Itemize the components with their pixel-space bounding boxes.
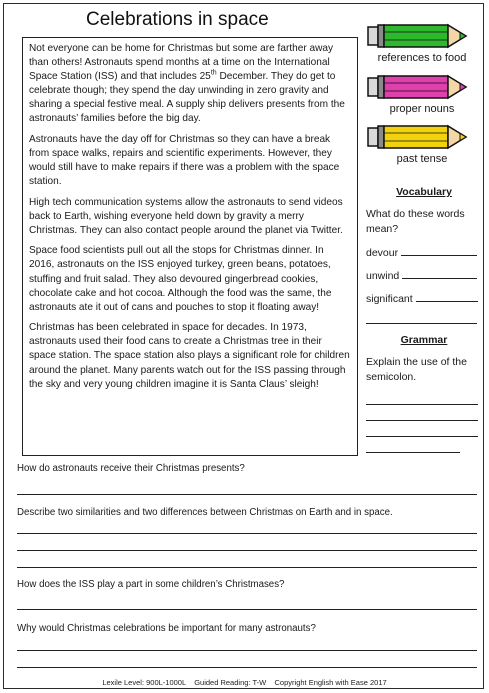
answer-line[interactable] [17,609,477,610]
key-item-food [360,21,484,64]
answer-line[interactable] [366,404,478,405]
yellow-pencil-icon [366,122,478,152]
key-item-proper-nouns [360,72,484,115]
passage-paragraph-5: Christmas has been celebrated in space for decades. In 1973, astronauts used their food cans to create a Christmas tree in their space station. The space station also plays a significant role for children around the planet. Many parents watch out for the ISS passing through the sky and very young children imagine it is Santa Claus’ sleigh! [29,322,350,390]
grammar-prompt: Explain the use of the semicolon. [366,356,467,383]
passage-paragraph-3: High tech communication systems allow the astronauts to send videos back to Earth, wishing everyone held down by gravity a merry Christmas. They can also contact people around the planet via Twitter. [29,196,343,236]
answer-line[interactable] [17,550,477,551]
answer-line[interactable] [17,650,477,651]
answer-line[interactable] [402,268,477,279]
vocab-word: significant [366,293,413,305]
question-4: Why would Christmas celebrations be important for many astronauts? [17,623,316,634]
question-2: Describe two similarities and two differences between Christmas on Earth and in space. [17,507,393,518]
passage-paragraph-1 [29,42,350,127]
footer-text: Lexile Level: 900L-1000L Guided Reading: T-W Copyright English with Ease 2017 [102,678,387,687]
passage-paragraph-4: Space food scientists pull out all the stops for Christmas dinner. In 2016, astronauts on the ISS enjoyed turkey, green beans, potatoes, stuffing and fruit salad. They also devoured gingerbread cookies, chocolate cake and hot cocoa. Although the food was the same, the astronauts ate it out of cans and pouches to stop it floating away! [29,245,332,313]
passage-text: December. They do get to celebrate though; they spend the day unwinding in zero gravity and sharing a special festive meal. A supply ship delivers presents from the astronauts’ families before the big day. [29,71,345,125]
vocab-word: unwind [366,270,400,282]
answer-line[interactable] [17,494,477,495]
grammar-heading: Grammar [400,334,448,346]
vocab-item-significant [366,291,478,305]
ordinal-suffix: th [210,69,217,77]
answer-line[interactable] [17,567,477,568]
answer-line[interactable] [416,291,478,302]
vocab-word: devour [366,247,399,259]
vocabulary-heading: Vocabulary [396,186,452,198]
answer-line[interactable] [366,436,478,437]
answer-line[interactable] [17,667,477,668]
vocabulary-prompt: What do these words mean? [366,208,465,235]
answer-line[interactable] [366,452,460,453]
pink-pencil-icon [366,72,478,102]
question-1: How do astronauts receive their Christmas presents? [17,463,245,474]
key-item-past-tense [360,122,484,165]
answer-line[interactable] [366,323,477,324]
key-label: past tense [396,153,448,165]
green-pencil-icon [366,21,478,51]
page-title: Celebrations in space [86,9,269,30]
key-label: proper nouns [389,103,455,115]
vocab-item-devour [366,245,477,259]
answer-line[interactable] [366,420,478,421]
question-3: How does the ISS play a part in some children’s Christmases? [17,579,285,590]
vocab-item-unwind [366,268,477,282]
key-label: references to food [377,52,467,64]
answer-line[interactable] [401,245,477,256]
answer-line[interactable] [17,533,477,534]
passage-paragraph-2: Astronauts have the day off for Christmas so they can have a break from space walks, repairs and scientific experiments. However, they would still have to make repairs if there was a problem with the space station. [29,133,340,188]
reading-passage [22,37,358,456]
passage-text: Not everyone can be home for Christmas but some are farther away than others! Astronauts spend months at a time on the International Space Station (ISS) and that includes 25 [29,43,334,83]
